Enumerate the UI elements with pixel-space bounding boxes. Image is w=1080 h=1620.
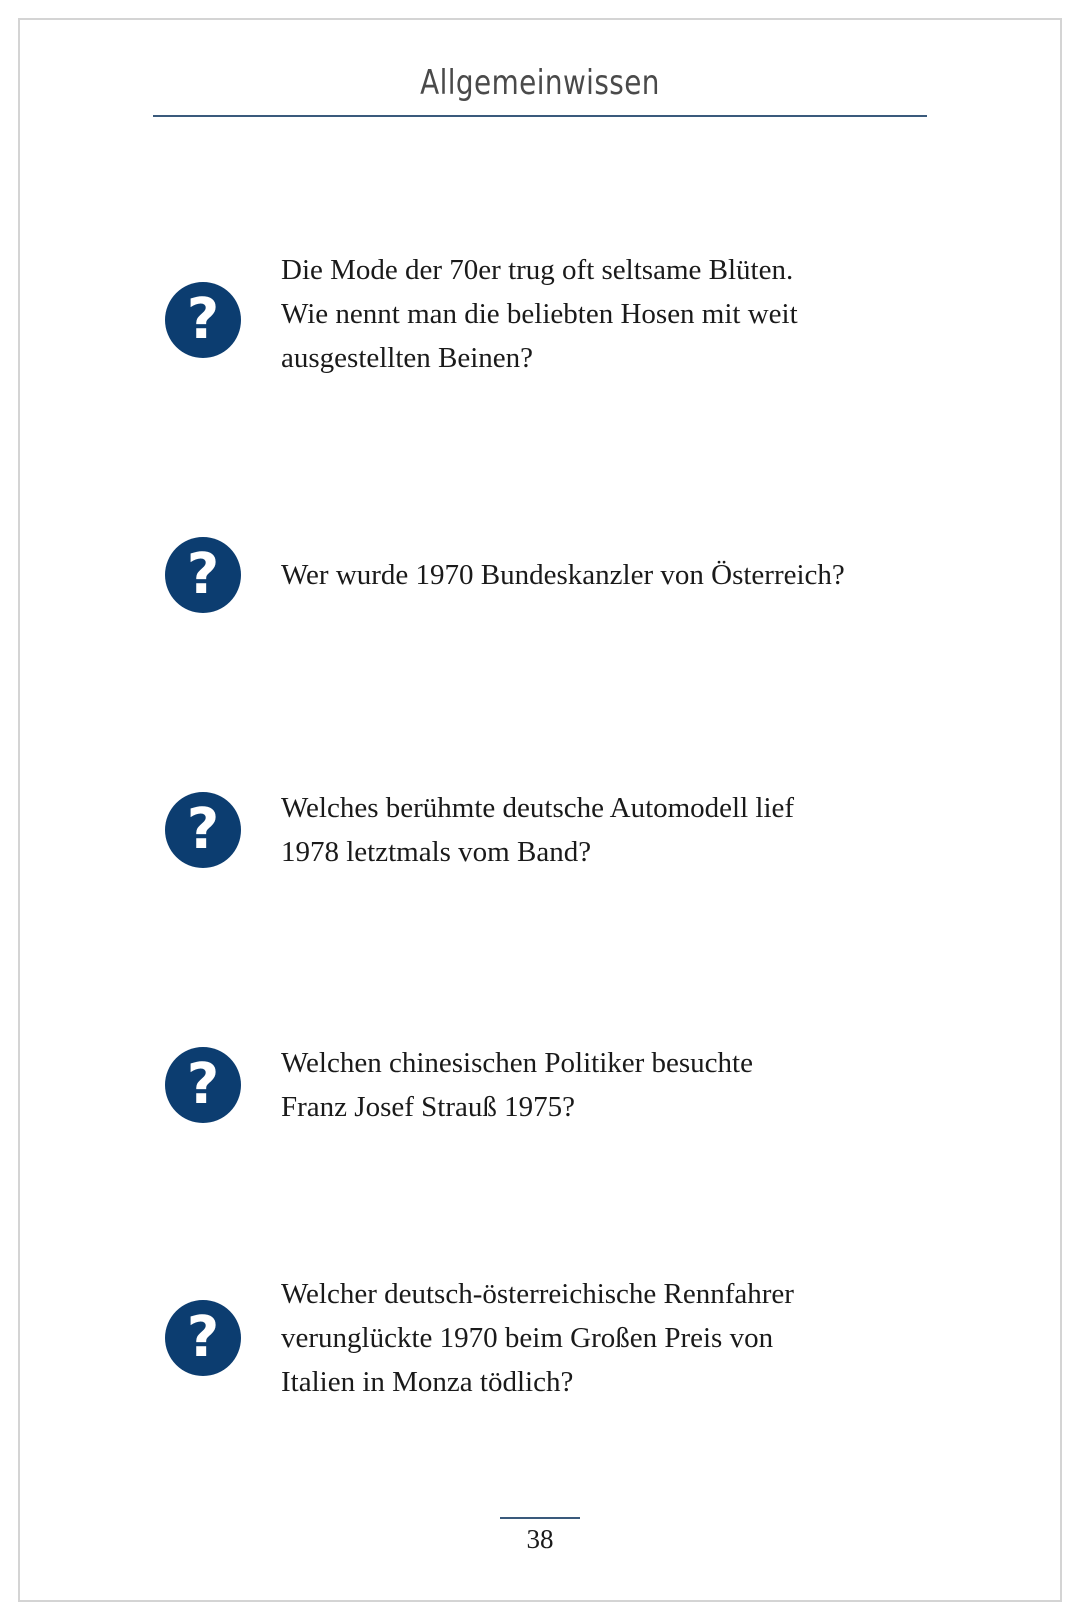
question-text-line: Wer wurde 1970 Bundeskanzler von Österreich? (281, 559, 845, 591)
question-text (281, 1041, 921, 1129)
question-text (281, 248, 921, 380)
question-text-line: verunglückte 1970 beim Großen Preis von (281, 1322, 774, 1354)
question-text-line: Wie nennt man die beliebten Hosen mit weit (281, 298, 798, 330)
question-mark-glyph: ? (186, 797, 220, 862)
question-text-line: Welches berühmte deutsche Automodell lief (281, 792, 795, 824)
question-mark-glyph: ? (186, 1305, 220, 1370)
question-mark-circle-icon (165, 792, 241, 868)
question-text-line: Welcher deutsch-österreichische Rennfahrer (281, 1278, 794, 1310)
question-text-line: ausgestellten Beinen? (281, 342, 534, 374)
question-text (281, 786, 921, 874)
question-mark-glyph: ? (186, 1052, 220, 1117)
question-mark-circle-icon (165, 282, 241, 358)
question-text-line: Welchen chinesischen Politiker besuchte (281, 1047, 753, 1079)
question-text-line: 1978 letztmals vom Band? (281, 836, 592, 868)
question-text (281, 553, 921, 597)
question-mark-glyph: ? (186, 287, 220, 352)
question-mark-circle-icon (165, 1047, 241, 1123)
question-text-line: Franz Josef Strauß 1975? (281, 1091, 575, 1123)
question-mark-glyph: ? (186, 542, 220, 607)
page-title: Allgemeinwissen (420, 63, 660, 103)
page-number: 38 (526, 1524, 554, 1554)
footer-divider (500, 1517, 580, 1519)
question-text-line: Italien in Monza tödlich? (281, 1366, 574, 1398)
question-text (281, 1272, 921, 1404)
question-text-line: Die Mode der 70er trug oft seltsame Blüten. (281, 254, 794, 286)
page-header (153, 55, 927, 117)
question-mark-circle-icon (165, 537, 241, 613)
question-mark-circle-icon (165, 1300, 241, 1376)
